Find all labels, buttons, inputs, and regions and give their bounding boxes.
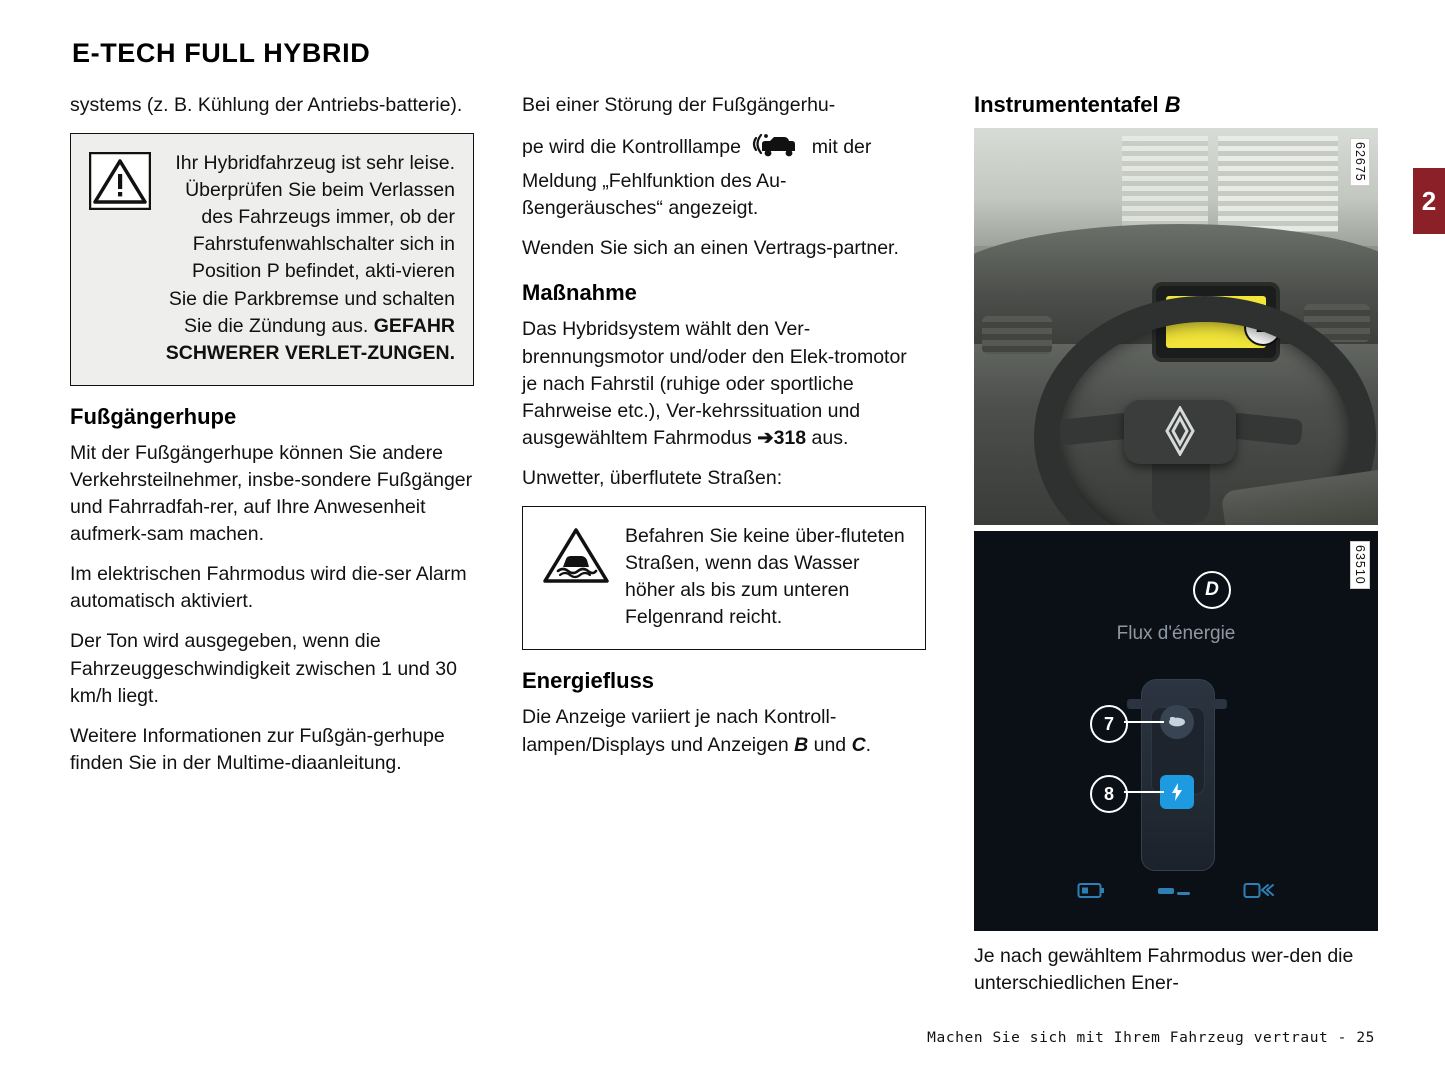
column-two bbox=[522, 92, 926, 759]
combustion-engine-icon bbox=[1160, 705, 1194, 739]
renault-logo-icon bbox=[1165, 406, 1195, 456]
intro-paragraph: systems (z. B. Kühlung der Antriebs-batterie). bbox=[70, 94, 463, 116]
window-blind-icon bbox=[1218, 136, 1338, 232]
paragraph-measure bbox=[522, 316, 926, 451]
flooded-road-warning-icon bbox=[541, 525, 611, 592]
steering-wheel-spoke-bottom bbox=[1152, 458, 1210, 524]
image-reference-number-b: 62675 bbox=[1350, 138, 1370, 186]
paragraph-4: Weitere Informationen zur Fußgän-gerhupe finden Sie in der Multime-diaanleitung. bbox=[70, 724, 445, 774]
energy-ref-c: C bbox=[851, 733, 866, 756]
section-heading-pedestrian-horn: Fußgängerhupe bbox=[70, 403, 237, 429]
paragraph-malfunction-icon-text-a: pe wird die Kontrolllampe bbox=[522, 136, 741, 159]
measure-page-ref: 318 bbox=[773, 426, 807, 449]
air-vent-left-icon bbox=[982, 316, 1052, 354]
callout-leader-8 bbox=[1124, 791, 1164, 793]
instrument-panel-heading-text: Instrumententafel bbox=[974, 92, 1159, 117]
energy-text-c: . bbox=[865, 733, 872, 756]
vehicle-mirror-left bbox=[1127, 699, 1143, 709]
paragraph-malfunction-icon bbox=[522, 132, 926, 222]
measure-text-b: aus. bbox=[811, 426, 849, 449]
column-one bbox=[70, 92, 474, 777]
paragraph-weather: Unwetter, überflutete Straßen: bbox=[522, 466, 783, 489]
dashboard-steering-wheel-photo bbox=[974, 128, 1378, 525]
chapter-tab: 2 bbox=[1413, 168, 1445, 234]
paragraph-malfunction-icon-text-b: mit der Meldung „Fehlfunktion des Au-ßengeräusches“ angezeigt. bbox=[522, 136, 872, 220]
callout-badge-d: D bbox=[1193, 571, 1231, 609]
energy-ref-b: B bbox=[794, 733, 809, 756]
energy-text-b: und bbox=[813, 733, 847, 756]
callout-leader-7 bbox=[1124, 721, 1164, 723]
energy-flow-display-photo bbox=[974, 531, 1378, 931]
battery-bolt-icon bbox=[1160, 775, 1194, 809]
pedestrian-horn-warning-icon bbox=[750, 132, 802, 168]
warning-triangle-icon bbox=[89, 152, 151, 215]
warning-text bbox=[165, 150, 455, 367]
warning-box-flooded-road bbox=[522, 506, 926, 650]
energy-flow-display-title: Flux d'énergie bbox=[1116, 623, 1236, 644]
display-status-icons bbox=[974, 880, 1378, 905]
callout-badge-b: B bbox=[1244, 308, 1282, 346]
measure-arrow-icon: ➔ bbox=[757, 426, 774, 449]
warning-box-quiet-vehicle bbox=[70, 133, 474, 386]
paragraph-contact-dealer: Wenden Sie sich an einen Vertrags-partner. bbox=[522, 237, 899, 260]
measure-text-a: Das Hybridsystem wählt den Ver-brennungsmotor und/oder den Elek-tromotor je nach Fahrstil (ruhige oder sportliche Fahrweise etc.), Ver-kehrssituation und ausgewähltem Fahrmodus bbox=[522, 318, 907, 449]
flooded-road-warning-text: Befahren Sie keine über-fluteten Straßen, wenn das Wasser höher als bis zum unteren Felgenrand reicht. bbox=[625, 525, 905, 629]
charge-level-icon bbox=[1157, 880, 1191, 905]
warning-text-main: Ihr Hybridfahrzeug ist sehr leise. Überprüfen Sie beim Verlassen des Fahrzeugs immer, ob der Fahrstufenwahlschalter sich in Position P befindet, akti-vieren Sie die Parkbremse und schalten Sie die Zündung aus. bbox=[168, 152, 455, 337]
energy-flow-arrows-icon bbox=[1243, 880, 1275, 905]
image-caption: Je nach gewähltem Fahrmodus wer-den die unterschiedlichen Ener- bbox=[974, 945, 1354, 995]
section-heading-measure: Maßnahme bbox=[522, 280, 637, 306]
page-title: E-TECH FULL HYBRID bbox=[72, 38, 371, 68]
paragraph-3: Der Ton wird ausgegeben, wenn die Fahrzeuggeschwindigkeit zwischen 1 und 30 km/h liegt. bbox=[70, 630, 457, 707]
paragraph-energy bbox=[522, 704, 926, 758]
paragraph-2: Im elektrischen Fahrmodus wird die-ser Alarm automatisch aktiviert. bbox=[70, 563, 467, 613]
instrument-panel-heading-ref: B bbox=[1164, 92, 1181, 117]
callout-number-7: 7 bbox=[1090, 705, 1128, 743]
image-reference-number-d: 63510 bbox=[1350, 541, 1370, 589]
section-heading-energy-flow: Energiefluss bbox=[522, 668, 655, 694]
battery-status-icon bbox=[1077, 880, 1105, 905]
page-footer: Machen Sie sich mit Ihrem Fahrzeug vertraut - 25 bbox=[927, 1030, 1375, 1046]
paragraph-malfunction-intro: Bei einer Störung der Fußgängerhu- bbox=[522, 94, 836, 116]
paragraph-1: Mit der Fußgängerhupe können Sie andere Verkehrsteilnehmer, insbe-sondere Fußgänger und Fahrradfah-rer, auf Ihre Anwesenheit aufmerk-sam machen. bbox=[70, 441, 473, 546]
warning-text-bold: GEFAHR SCHWERER VERLET-ZUNGEN. bbox=[165, 314, 455, 364]
callout-number-8: 8 bbox=[1090, 775, 1128, 813]
vehicle-mirror-right bbox=[1211, 699, 1227, 709]
window-blind-secondary-icon bbox=[1122, 136, 1208, 232]
column-three bbox=[974, 92, 1378, 997]
energy-text-a: Die Anzeige variiert je nach Kontroll-lampen/Displays und Anzeigen bbox=[522, 706, 837, 756]
section-heading-instrument-panel bbox=[974, 92, 1378, 118]
